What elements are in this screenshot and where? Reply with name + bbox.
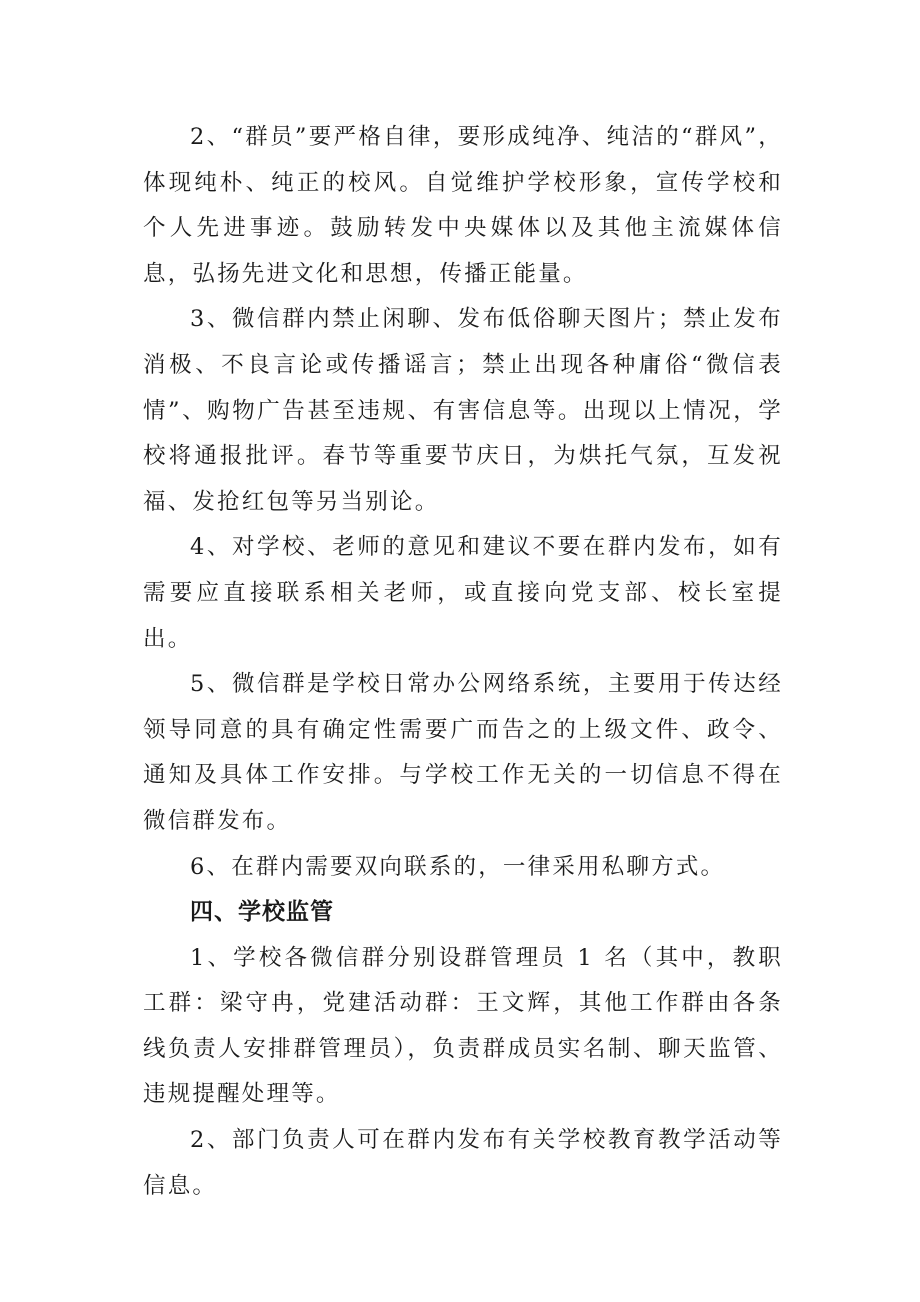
document-body bbox=[143, 115, 783, 1209]
paragraph-rule-4: 4、对学校、老师的意见和建议不要在群内发布，如有需要应直接联系相关老师，或直接向党支部、校长室提出。 bbox=[143, 534, 783, 652]
section-heading: 四、学校监管 bbox=[190, 899, 334, 926]
paragraph-supervision-2: 2、部门负责人可在群内发布有关学校教育教学活动等信息。 bbox=[143, 1127, 783, 1199]
paragraph-rule-6: 6、在群内需要双向联系的，一律采用私聊方式。 bbox=[190, 853, 726, 880]
paragraph-rule-3: 3、微信群内禁止闲聊、发布低俗聊天图片；禁止发布消极、不良言论或传播谣言；禁止出现各种庸俗“微信表情”、购物广告甚至违规、有害信息等。出现以上情况，学校将通报批评。春节等重要节庆日，为烘托气氛，互发祝福、发抢红包等另当别论。 bbox=[143, 306, 783, 515]
paragraph-rule-2: 2、“群员”要严格自律，要形成纯净、纯洁的“群风”，体现纯朴、纯正的校风。自觉维护学校形象，宣传学校和个人先进事迹。鼓励转发中央媒体以及其他主流媒体信息，弘扬先进文化和思想，传播正能量。 bbox=[143, 124, 783, 287]
paragraph-supervision-1: 1、学校各微信群分别设群管理员 1 名（其中，教职工群：梁守冉，党建活动群：王文辉，其他工作群由各条线负责人安排群管理员），负责群成员实名制、聊天监管、违规提醒处理等。 bbox=[143, 944, 783, 1108]
paragraph-rule-5: 5、微信群是学校日常办公网络系统，主要用于传达经领导同意的具有确定性需要广而告之的上级文件、政令、通知及具体工作安排。与学校工作无关的一切信息不得在微信群发布。 bbox=[143, 671, 783, 834]
